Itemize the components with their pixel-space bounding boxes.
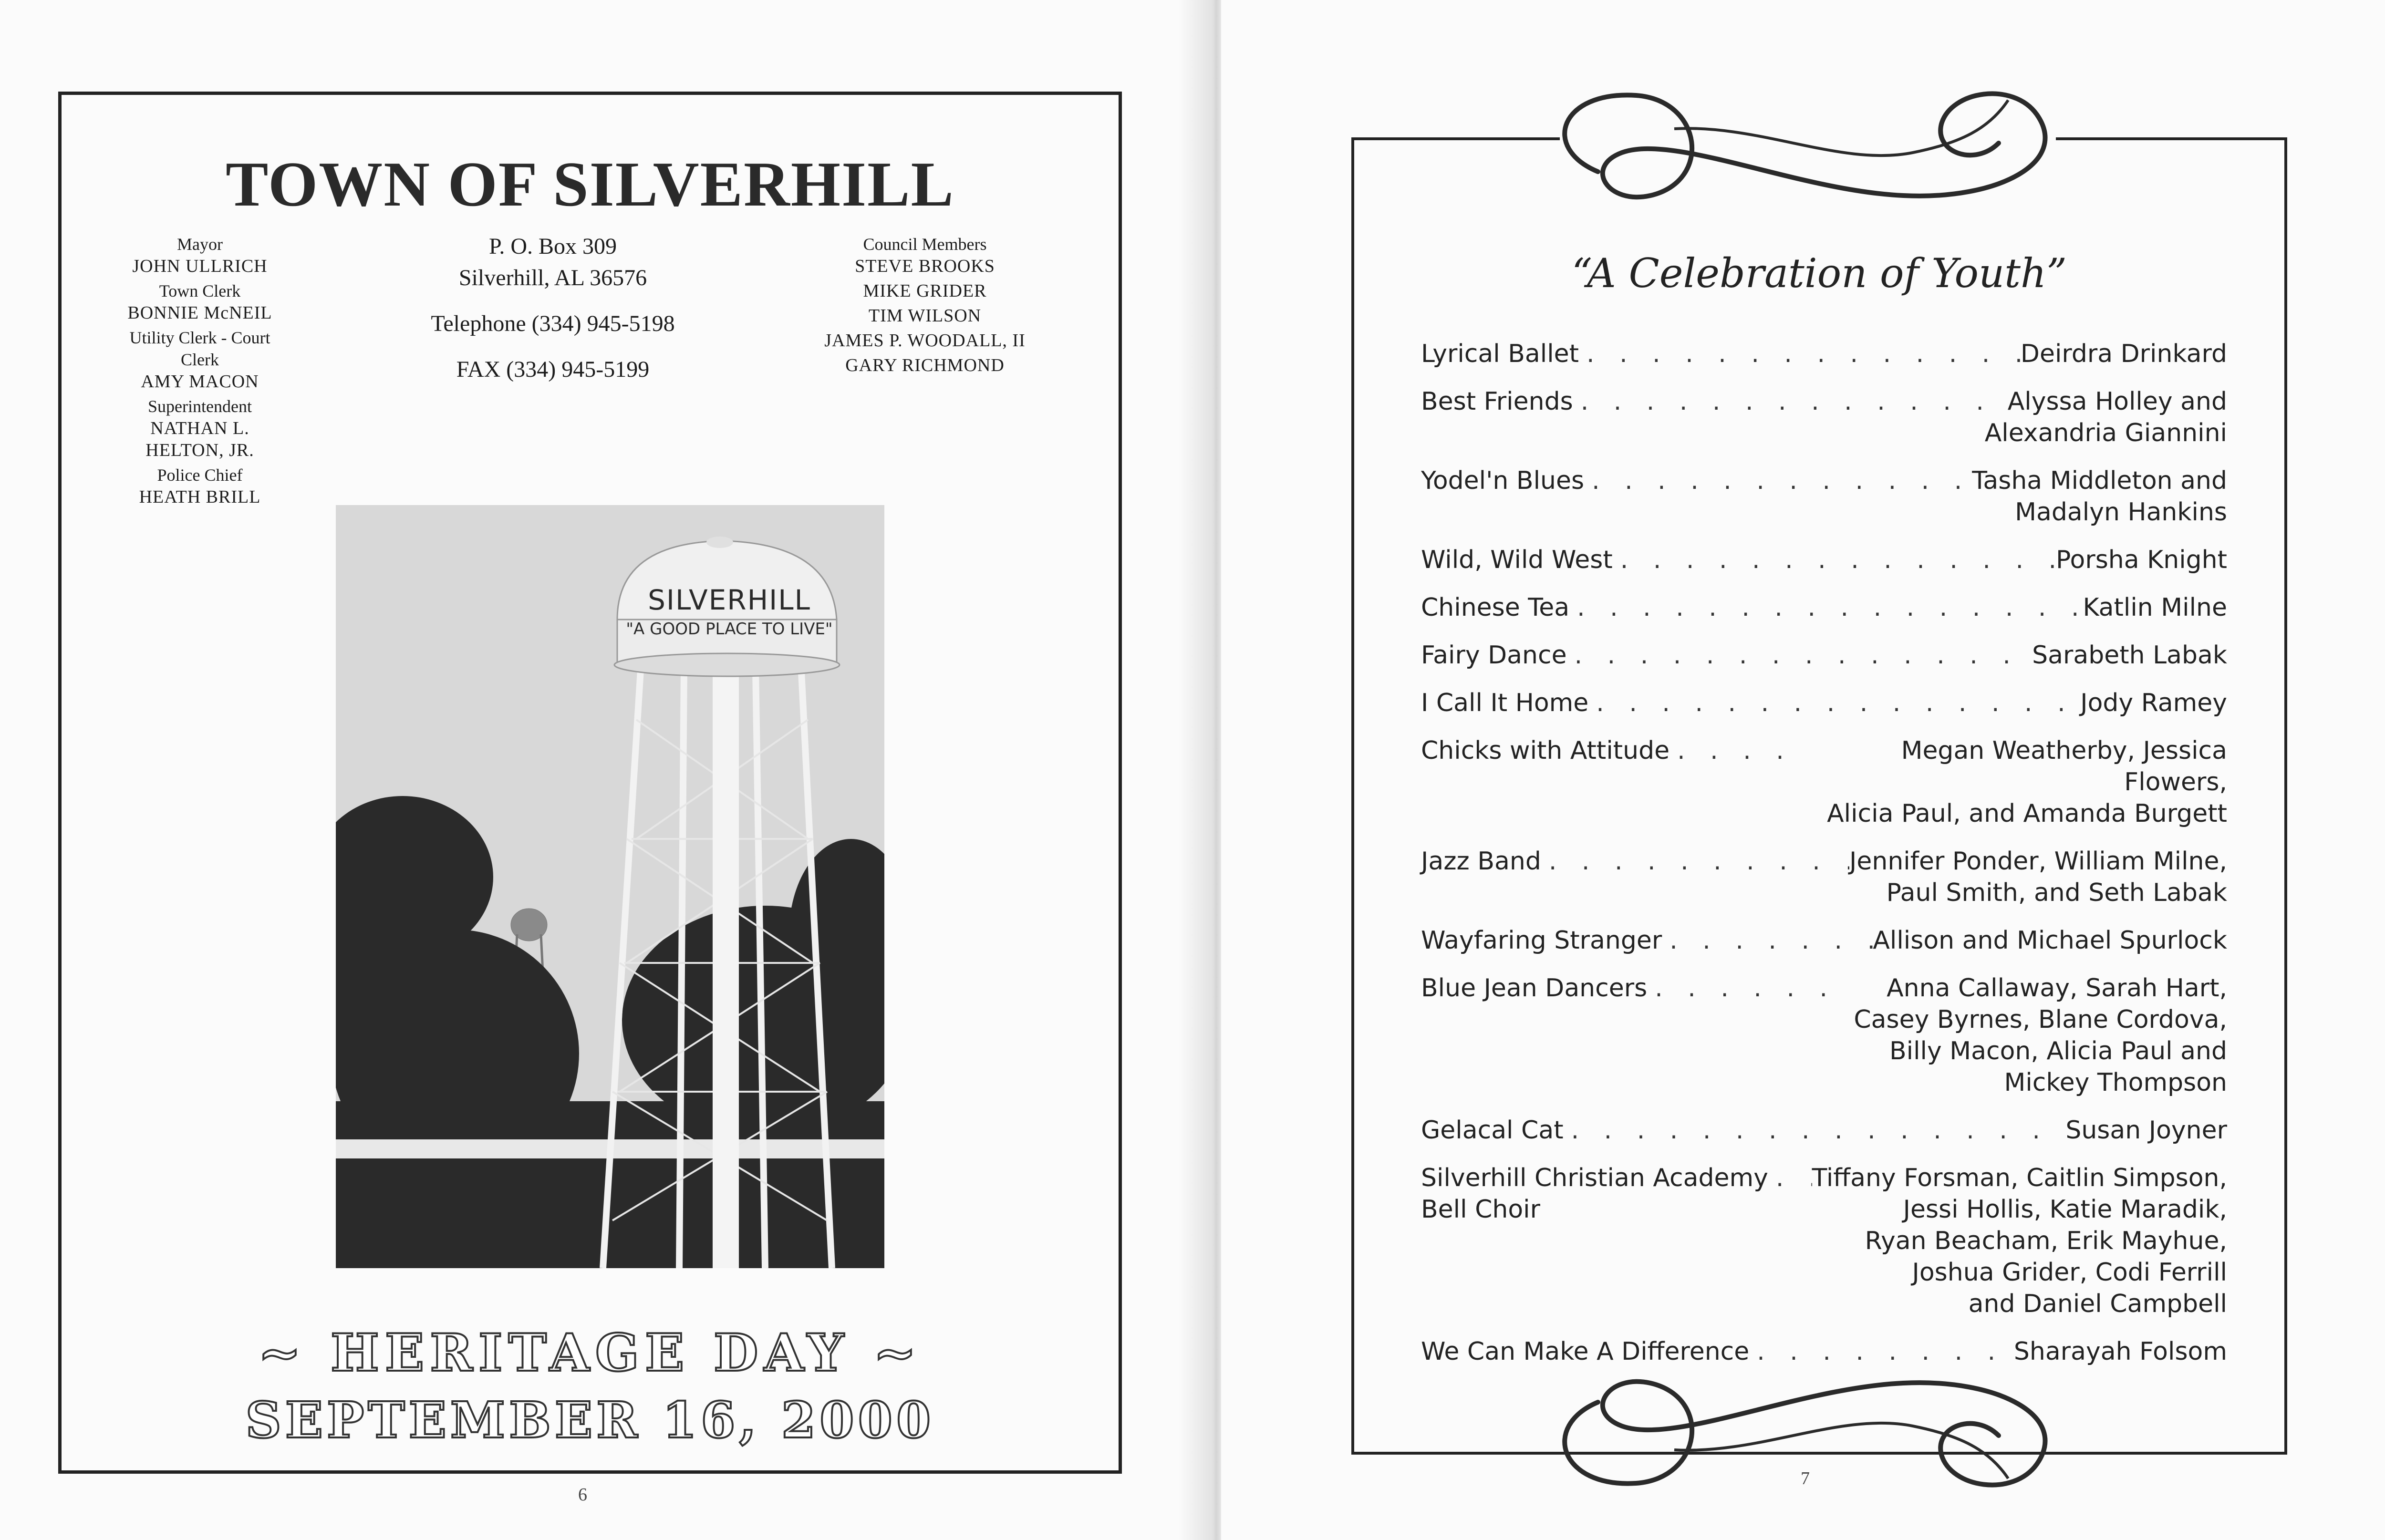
official-role: Superintendent	[148, 397, 252, 416]
performers: Susan Joyner	[2065, 1116, 2227, 1145]
top-flourish-ornament	[1531, 72, 2084, 243]
act-title: Fairy Dance	[1421, 641, 1567, 670]
act-title: I Call It Home	[1421, 689, 1589, 717]
council-list	[815, 233, 1035, 379]
program-row	[1421, 735, 2227, 829]
act-title: We Can Make A Difference	[1421, 1337, 1750, 1366]
program-list	[1421, 338, 2227, 1384]
performers: Tiffany Forsman, Caitlin Simpson, Jessi Hollis, Katie Maradik, Ryan Beacham, Erik Mayhue, Joshua Grider, Codi Ferrill and Daniel Campbell	[1812, 1164, 2227, 1318]
fax: FAX (334) 945-5199	[456, 357, 650, 382]
program-row	[1421, 592, 2227, 623]
performers: Megan Weatherby, Jessica Flowers, Alicia Paul, and Amanda Burgett	[1827, 736, 2227, 828]
program-frame	[1351, 137, 2287, 1455]
leader-dots	[1564, 1115, 2066, 1146]
performers: Anna Callaway, Sarah Hart, Casey Byrnes, Blane Cordova, Billy Macon, Alicia Paul and Mickey Thompson	[1854, 974, 2227, 1097]
leader-dots	[1662, 925, 1873, 956]
official-name: JOHN ULLRICH	[132, 256, 268, 276]
act-title: Wild, Wild West	[1421, 546, 1613, 574]
program-row	[1421, 544, 2227, 576]
performers: Alyssa Holley and Alexandria Giannini	[1984, 387, 2227, 447]
performers: Allison and Michael Spurlock	[1873, 926, 2227, 955]
performers: Sharayah Folsom	[2013, 1337, 2227, 1366]
page-number: 7	[1801, 1468, 1810, 1488]
act-title: Best Friends	[1421, 387, 1573, 416]
council-member: GARY RICHMOND	[845, 355, 1005, 375]
act-title: Wayfaring Stranger	[1421, 926, 1662, 955]
program-row	[1421, 1115, 2227, 1146]
performers: Tasha Middleton and Madalyn Hankins	[1972, 466, 2227, 527]
official-name: HEATH BRILL	[139, 487, 261, 507]
leader-dots	[1613, 544, 2056, 576]
telephone: Telephone (334) 945-5198	[431, 311, 675, 336]
official-name: NATHAN L. HELTON, JR.	[145, 418, 254, 460]
water-tower-photo	[336, 505, 884, 1268]
leader-dots	[1579, 338, 2021, 370]
heritage-day-banner	[62, 1323, 1119, 1449]
program-row	[1421, 338, 2227, 370]
program-row	[1421, 972, 2227, 1098]
city-state-zip: Silverhill, AL 36576	[458, 265, 647, 290]
tower-slogan: "A GOOD PLACE TO LIVE"	[626, 620, 833, 639]
program-row	[1421, 925, 2227, 956]
event-date: SEPTEMBER 16, 2000	[245, 1391, 935, 1449]
act-title: Chinese Tea	[1421, 593, 1570, 622]
leader-dots	[1541, 846, 1849, 877]
performers: Jody Ramey	[2080, 689, 2227, 717]
council-member: STEVE BROOKS	[855, 256, 995, 276]
act-title: Chicks with Attitude	[1421, 736, 1670, 765]
council-member: TIM WILSON	[868, 306, 982, 326]
leader-dots	[1588, 687, 2080, 719]
page-number: 6	[578, 1485, 587, 1505]
town-title: TOWN OF SILVERHILL	[226, 149, 954, 219]
official-name: AMY MACON	[141, 372, 259, 392]
performers: Porsha Knight	[2056, 546, 2227, 574]
leader-dots	[1768, 1162, 1812, 1194]
official-name: BONNIE McNEIL	[127, 303, 272, 323]
official-role: Utility Clerk - Court Clerk	[129, 328, 270, 369]
performers: Sarabeth Labak	[2032, 641, 2227, 670]
council-member: MIKE GRIDER	[863, 281, 987, 301]
program-row	[1421, 846, 2227, 909]
program-row	[1421, 640, 2227, 671]
council-heading: Council Members	[863, 235, 987, 254]
leader-dots	[1567, 640, 2032, 671]
program-row	[1421, 465, 2227, 528]
program-row	[1421, 1162, 2227, 1320]
official-role: Town Clerk	[159, 281, 241, 300]
program-row	[1421, 687, 2227, 719]
left-page-frame	[58, 92, 1122, 1474]
performers: Deirdra Drinkard	[2020, 340, 2227, 368]
officials-list	[109, 233, 290, 511]
council-member: JAMES P. WOODALL, II	[824, 331, 1026, 351]
act-title: Lyrical Ballet	[1421, 340, 1579, 368]
act-title: Jazz Band	[1421, 847, 1541, 876]
town-contact	[395, 231, 710, 385]
act-title: Blue Jean Dancers	[1421, 974, 1648, 1003]
leader-dots	[1670, 735, 1798, 766]
program-row	[1421, 386, 2227, 449]
act-title: Gelacal Cat	[1421, 1116, 1564, 1145]
act-title: Yodel'n Blues	[1421, 466, 1585, 495]
leader-dots	[1569, 592, 2083, 623]
performers: Jennifer Ponder, William Milne, Paul Smith, and Seth Labak	[1849, 847, 2227, 907]
bottom-flourish-ornament	[1531, 1350, 2084, 1521]
leader-dots	[1647, 972, 1854, 1004]
leader-dots	[1573, 386, 1985, 417]
official-role: Police Chief	[157, 465, 243, 485]
performers: Katlin Milne	[2083, 593, 2227, 622]
tower-name: SILVERHILL	[648, 584, 811, 616]
leader-dots	[1584, 465, 1972, 496]
po-box: P. O. Box 309	[488, 234, 617, 259]
act-title: Silverhill Christian Academy Bell Choir	[1421, 1164, 1768, 1224]
official-role: Mayor	[177, 235, 223, 254]
program-title: “A Celebration of Youth”	[1571, 250, 2067, 297]
event-name: ~ HERITAGE DAY ~	[258, 1323, 923, 1383]
